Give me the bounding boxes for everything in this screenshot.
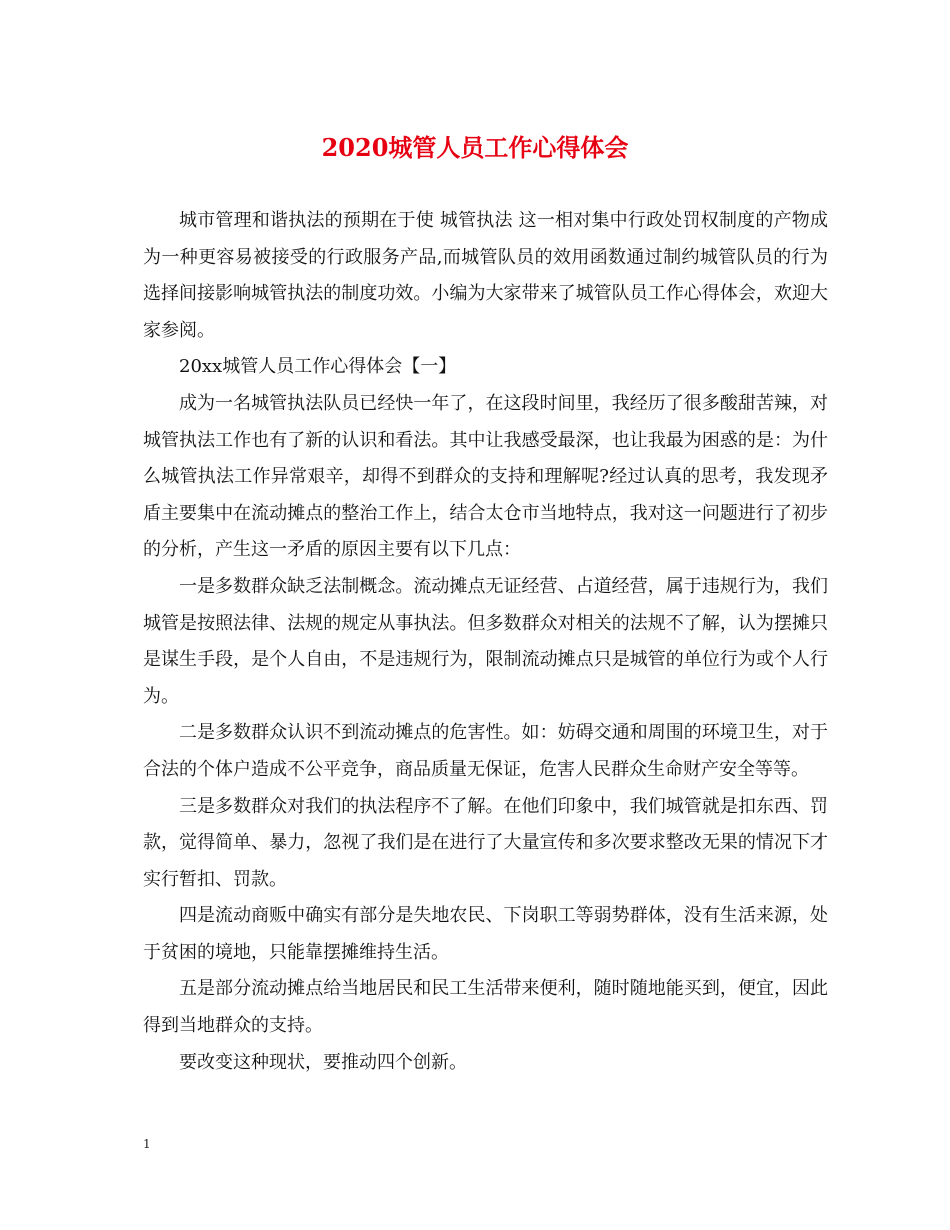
body-paragraph: 四是流动商贩中确实有部分是失地农民、下岗职工等弱势群体，没有生活来源，处于贫困的境地，只能靠摆摊维持生活。 <box>143 905 828 963</box>
page-number: 1 <box>143 1137 151 1151</box>
body-paragraph: 一是多数群众缺乏法制概念。流动摊点无证经营、占道经营，属于违规行为，我们城管是按照法律、法规的规定从事执法。但多数群众对相关的法规不了解，认为摆摊只是谋生手段，是个人自由，不是违规行为，限制流动摊点只是城管的单位行为或个人行为。 <box>143 575 828 707</box>
intro-paragraph: 城市管理和谐执法的预期在于使 城管执法 这一相对集中行政处罚权制度的产物成为一种更容易被接受的行政服务产品,而城管队员的效用函数通过制约城管队员的行为选择间接影响城管执法的制度功效。小编为大家带来了城管队员工作心得体会，欢迎大家参阅。 <box>143 210 828 341</box>
body-paragraph: 五是部分流动摊点给当地居民和民工生活带来便利，随时随地能买到，便宜，因此得到当地群众的支持。 <box>143 978 828 1037</box>
section-heading: 20xx城管人员工作心得体会【一】 <box>179 356 457 378</box>
body-paragraph: 成为一名城管执法队员已经快一年了，在这段时间里，我经历了很多酸甜苦辣，对城管执法工作也有了新的认识和看法。其中让我感受最深，也让我最为困惑的是：为什么城管执法工作异常艰辛，却得不到群众的支持和理解呢?经过认真的思考，我发现矛盾主要集中在流动摊点的整治工作上，结合太仓市当地特点，我对这一问题进行了初步的分析，产生这一矛盾的原因主要有以下几点： <box>143 392 828 561</box>
document-body <box>143 203 828 1081</box>
body-paragraph: 二是多数群众认识不到流动摊点的危害性。如：妨碍交通和周围的环境卫生，对于合法的个体户造成不公平竞争，商品质量无保证，危害人民群众生命财产安全等等。 <box>143 722 828 780</box>
body-paragraph: 三是多数群众对我们的执法程序不了解。在他们印象中，我们城管就是扣东西、罚款，觉得简单、暴力，忽视了我们是在进行了大量宣传和多次要求整改无果的情况下才实行暂扣、罚款。 <box>143 795 828 890</box>
document-title: 2020城管人员工作心得体会 <box>321 133 629 162</box>
body-paragraph: 要改变这种现状，要推动四个创新。 <box>179 1051 467 1073</box>
